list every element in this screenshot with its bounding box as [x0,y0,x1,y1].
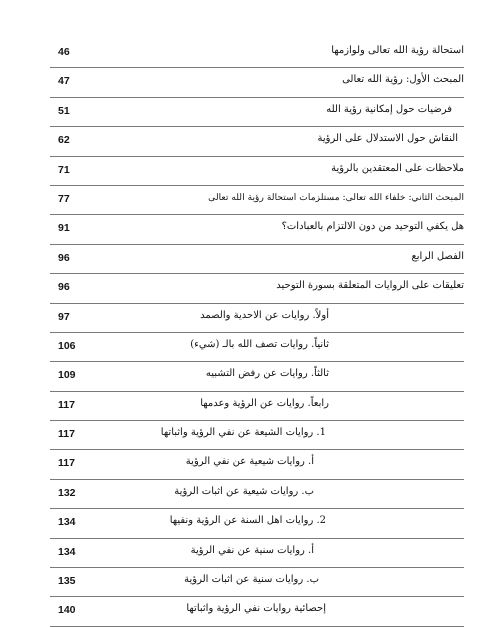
toc-entry-title: أ. روايات شيعية عن نفي الرؤية [185,456,314,468]
toc-row[interactable] [50,127,464,156]
toc-page-number: 51 [58,104,70,117]
toc-page-number: 62 [58,134,70,147]
toc-entry-title: ب. روايات سنية عن اثبات الرؤية [184,574,319,586]
toc-entry-title: ملاحظات على المعتقدين بالرؤية [331,162,464,174]
toc-row[interactable] [50,480,464,509]
toc-row[interactable] [50,333,464,362]
toc-page-number: 97 [58,310,70,323]
toc-page-number: 106 [58,339,76,352]
toc-entry-title: 2. روايات اهل السنة عن الرؤية ونفيها [169,515,326,527]
toc-entry-title: أ. روايات سنية عن نفي الرؤية [190,544,314,556]
toc-row[interactable] [50,39,464,68]
toc-page-number: 109 [58,369,76,382]
toc-row[interactable] [50,450,464,479]
toc-page-number: 132 [58,486,76,499]
toc-row[interactable] [50,68,464,97]
toc-entry-title: ثانياً. روايات تصف الله بالـ (شيء) [190,338,329,350]
toc-row[interactable] [50,421,464,450]
toc-page-number: 91 [58,222,70,235]
toc-row[interactable] [50,245,464,274]
toc-entry-title: تعليقات على الروايات المتعلقة بسورة التوحيد [276,280,464,292]
toc-page-number: 47 [58,75,70,88]
toc-row[interactable] [50,509,464,538]
toc-entry-title: المبحث الأول: رؤية الله تعالى [342,74,464,86]
toc-entry-title: فرضيات حول إمكانية رؤية الله [326,103,452,115]
toc-entry-title: استحالة رؤية الله تعالى ولوازمها [331,45,464,56]
toc-row[interactable] [50,98,464,127]
toc-page-number: 134 [58,516,76,529]
toc-page-number: 117 [58,428,75,441]
toc-entry-title: المبحث الثاني: خلفاء الله تعالى: مستلزمات استحالة رؤية الله تعالى [208,191,464,203]
toc-page-number: 71 [58,163,70,176]
toc-page-number: 77 [58,192,70,205]
toc-row[interactable] [50,186,464,215]
toc-page-number: 135 [58,575,76,588]
toc-row[interactable] [50,304,464,333]
toc-row[interactable] [50,597,464,626]
toc-entry-title: رابعاً. روايات عن الرؤية وعدمها [200,397,329,409]
toc-entry-title: ب. روايات شيعية عن اثبات الرؤية [174,485,314,497]
toc-row[interactable] [50,539,464,568]
toc-entry-title: النقاش حول الاستدلال على الرؤية [317,133,458,145]
toc-page-number: 96 [58,251,70,264]
toc-row[interactable] [50,274,464,303]
toc-entry-title: هل يكفي التوحيد من دون الالتزام بالعبادات؟ [281,221,464,233]
toc-page-number: 134 [58,545,76,558]
toc-page-number: 117 [58,398,75,411]
toc-row[interactable] [50,362,464,391]
toc-page-number: 117 [58,457,75,470]
toc-page-number: 140 [58,604,76,617]
toc-entry-title: إحصائية روايات نفي الرؤية واثباتها [186,603,326,615]
toc-entry-title: أولاً. روايات عن الاحدية والصمد [200,309,329,321]
toc-row[interactable] [50,392,464,421]
toc-row[interactable] [50,215,464,244]
toc-page-number: 96 [58,281,70,294]
toc-entry-title: 1. روايات الشيعة عن نفي الرؤية واثباتها [160,427,326,439]
toc-entry-title: ثالثاً. روايات عن رفض التشبيه [205,368,329,380]
toc-page-number: 46 [58,46,70,58]
toc-entry-title: الفصل الرابع [411,250,464,262]
toc-row[interactable] [50,157,464,186]
toc-row[interactable] [50,568,464,597]
table-of-contents [50,39,464,627]
